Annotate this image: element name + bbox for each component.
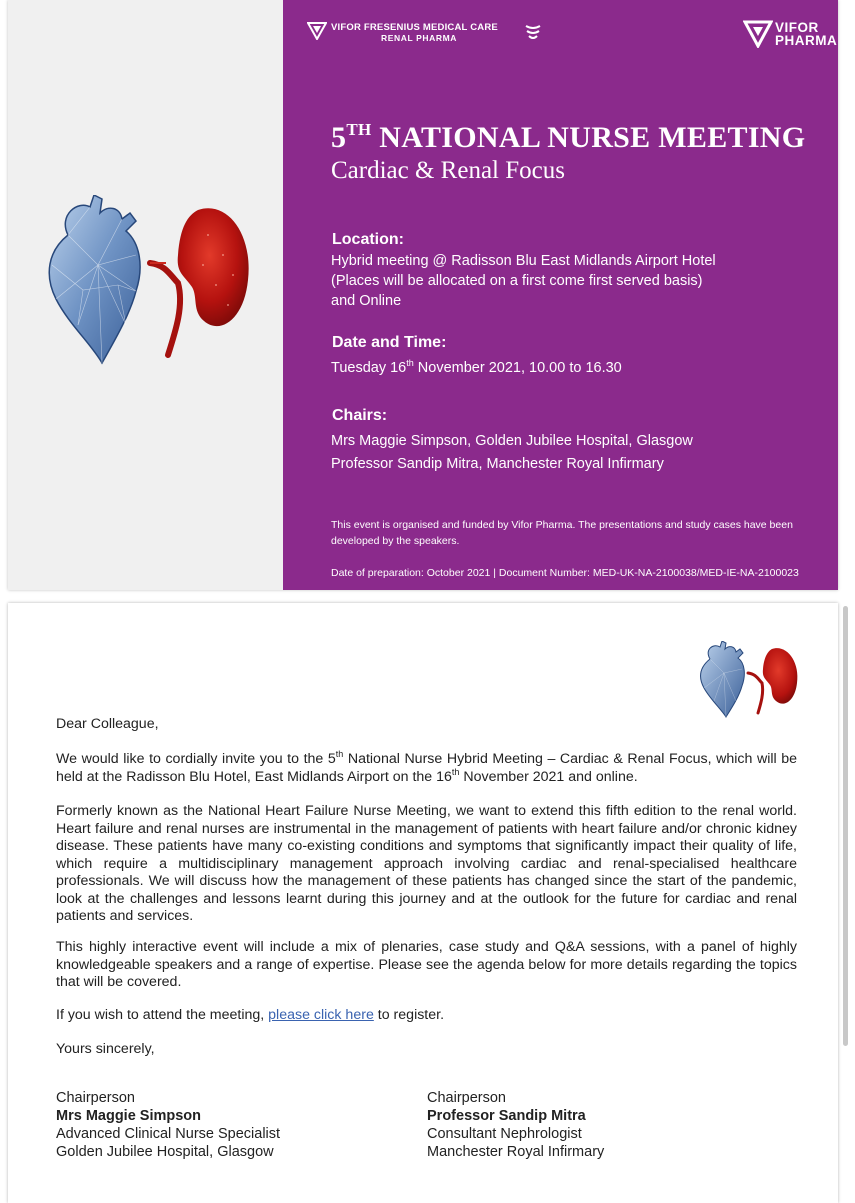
signature-left-title: Advanced Clinical Nurse Specialist: [56, 1126, 281, 1142]
preparation-info: Date of preparation: October 2021 | Document Number: MED-UK-NA-2100038/MED-IE-NA-2100023: [331, 567, 799, 579]
vifor-fresenius-logo: [307, 20, 557, 44]
heart-kidney-illustration: [38, 195, 253, 375]
logo-vfmc-line2: RENAL PHARMA: [381, 33, 457, 43]
logo-vifor-line2: PHARMA: [775, 33, 838, 48]
vifor-mark-icon: [743, 20, 773, 48]
event-title: 5TH NATIONAL NURSE MEETING: [331, 120, 806, 154]
logo-vifor-line1: VIFOR: [775, 20, 819, 35]
chairs-heading: Chairs:: [332, 407, 388, 424]
heart-kidney-small-illustration: [696, 641, 802, 721]
signature-right-role: Chairperson: [427, 1090, 506, 1106]
vfmc-mark-icon: [307, 22, 327, 40]
paragraph-1: We would like to cordially invite you to the 5th National Nurse Hybrid Meeting – Cardiac & Renal Focus, which will be held at the Radisson Blu Hotel, East Midlands Airport on the 16th November 2021 and online.: [56, 749, 798, 785]
invitation-letter: [8, 603, 838, 1203]
signature-left-org: Golden Jubilee Hospital, Glasgow: [56, 1144, 274, 1160]
event-subtitle: Cardiac & Renal Focus: [331, 157, 565, 184]
heart-icon: [49, 195, 140, 363]
datetime-text: Tuesday 16th November 2021, 10.00 to 16.30: [331, 358, 622, 376]
flyer-info-panel: [283, 0, 838, 590]
event-flyer: [8, 0, 838, 590]
heart-icon: [701, 641, 745, 717]
disclaimer-text: This event is organised and funded by Vifor Pharma. The presentations and study cases have been developed by the speakers.: [331, 519, 793, 547]
kidney-icon: [178, 208, 249, 326]
signature-right-title: Consultant Nephrologist: [427, 1126, 582, 1142]
signature-right-org: Manchester Royal Infirmary: [427, 1144, 605, 1160]
chairs-text: Mrs Maggie Simpson, Golden Jubilee Hospital, Glasgow Professor Sandip Mitra, Manchester Royal Infirmary: [331, 433, 693, 472]
vifor-pharma-logo: [743, 20, 838, 50]
signature-left-name: Mrs Maggie Simpson: [56, 1108, 202, 1124]
logo-vfmc-line1: VIFOR FRESENIUS MEDICAL CARE: [331, 22, 498, 33]
location-text: Hybrid meeting @ Radisson Blu East Midlands Airport Hotel (Places will be allocated on a first come first served basis) and Online: [331, 253, 716, 309]
kidney-icon: [763, 648, 798, 704]
flyer-image-panel: [8, 0, 283, 590]
paragraph-3: This highly interactive event will include a mix of plenaries, case study and Q&A sessions, with a panel of highly knowledgeable speakers and a range of expertise. Please see the agenda below for more details regarding the topics that will be covered.: [56, 939, 797, 990]
greeting: Dear Colleague,: [56, 716, 159, 732]
signature-left-role: Chairperson: [56, 1090, 135, 1106]
paragraph-4: If you wish to attend the meeting, please click here to register.: [56, 1007, 445, 1023]
datetime-heading: Date and Time:: [332, 334, 447, 351]
closing: Yours sincerely,: [56, 1041, 155, 1057]
signature-right: [427, 1089, 604, 1161]
scrollbar[interactable]: [843, 606, 848, 1046]
location-heading: Location:: [332, 231, 404, 248]
paragraph-2: Formerly known as the National Heart Failure Nurse Meeting, we want to extend this fifth edition to the renal world. Heart failure and renal nurses are instrumental in the management of patients with heart failure and/or chronic kidney disease. These patients have many co-existing conditions and symptoms that significantly impact their quality of life, which require a multidisciplinary management approach involving cardiac and renal-specialised healthcare professionals. We will discuss how the management of these patients has changed since the start of the pandemic, look at the challenges and lessons learnt during this journey and at the outlook for the future for cardiac and renal patients and services.: [56, 803, 797, 924]
register-link[interactable]: please click here: [268, 1007, 374, 1023]
signature-right-name: Professor Sandip Mitra: [427, 1108, 586, 1124]
fmc-wave-icon: [525, 23, 541, 41]
signature-left: [56, 1089, 280, 1161]
